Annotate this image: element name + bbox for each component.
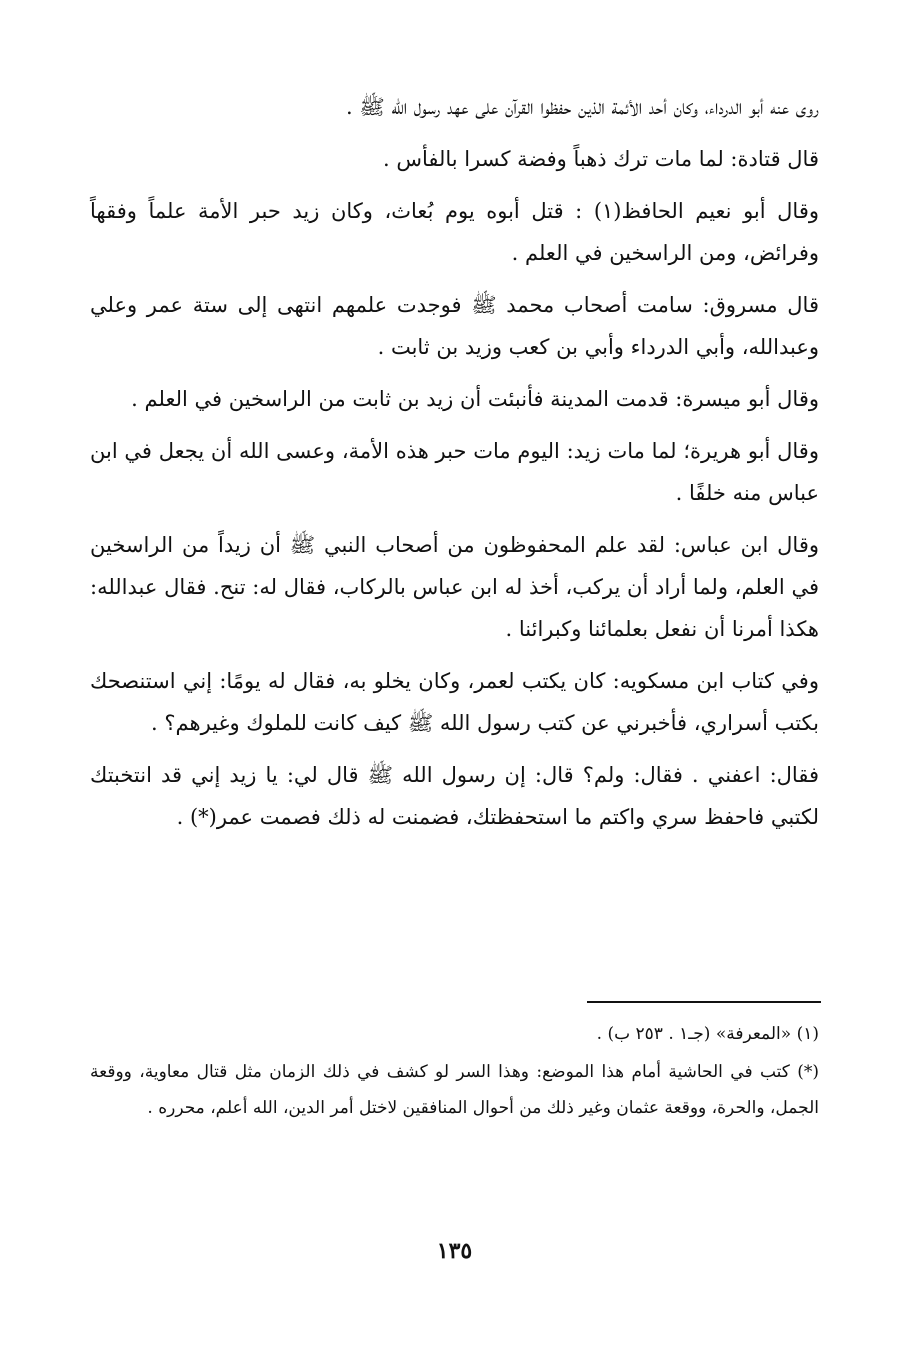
footnote-2: (*) كتب في الحاشية أمام هذا الموضع: وهذا السر لو كشف في ذلك الزمان مثل قتال معاوية، ووقعة الجمل، والحرة، ووقعة عثمان وغير ذلك من أحوال المنافقين لاختل أمر الدين، الله أعلم، محرره . <box>90 1062 819 1118</box>
main-text <box>90 86 819 848</box>
footnote-divider <box>587 1001 821 1003</box>
paragraph-8: وفي كتاب ابن مسكويه: كان يكتب لعمر، وكان يخلو به، فقال له يومًا: إني استنصحك بكتب أسراري، فأخبرني عن كتب رسول الله ﷺ كيف كانت للملوك وغيرهم؟ . <box>90 669 819 735</box>
paragraph-4: قال مسروق: سامت أصحاب محمد ﷺ فوجدت علمهم انتهى إلى ستة عمر وعلي وعبدالله، وأبي الدرداء وأبي بن كعب وزيد بن ثابت . <box>90 293 819 359</box>
paragraph-5: وقال أبو ميسرة: قدمت المدينة فأنبئت أن زيد بن ثابت من الراسخين في العلم . <box>131 387 819 411</box>
paragraph-9: فقال: اعفني . فقال: ولم؟ قال: إن رسول الله ﷺ قال لي: يا زيد إني قد انتخبتك لكتبي فاحفظ سري واكتم ما استحفظتك، فضمنت له ذلك فصمت عمر(*) . <box>90 763 819 829</box>
paragraph-7: وقال ابن عباس: لقد علم المحفوظون من أصحاب النبي ﷺ أن زيداً من الراسخين في العلم، ولما أراد أن يركب، أخذ له ابن عباس بالركاب، فقال له: تنح. فقال عبدالله: هكذا أمرنا أن نفعل بعلمائنا وكبرائنا . <box>90 533 819 641</box>
paragraph-3: وقال أبو نعيم الحافظ(١) : قتل أبوه يوم بُعاث، وكان زيد حبر الأمة علماً وفقهاً وفرائض، ومن الراسخين في العلم . <box>90 199 819 265</box>
paragraph-1: روى عنه أبو الدرداء، وكان أحد الأئمة الذين حفظوا القرآن على عهد رسول الله ﷺ . <box>345 95 819 119</box>
page-number: ١٣٥ <box>436 1238 473 1264</box>
paragraph-6: وقال أبو هريرة؛ لما مات زيد: اليوم مات حبر هذه الأمة، وعسى الله أن يجعل في ابن عباس منه خلفًا . <box>90 439 819 505</box>
paragraph-2: قال قتادة: لما مات ترك ذهباً وفضة كسرا بالفأس . <box>382 147 819 171</box>
footnote-1: (١) «المعرفة» (جـ١ . ٢٥٣ ب) . <box>596 1024 819 1044</box>
footnotes <box>90 1016 819 1128</box>
